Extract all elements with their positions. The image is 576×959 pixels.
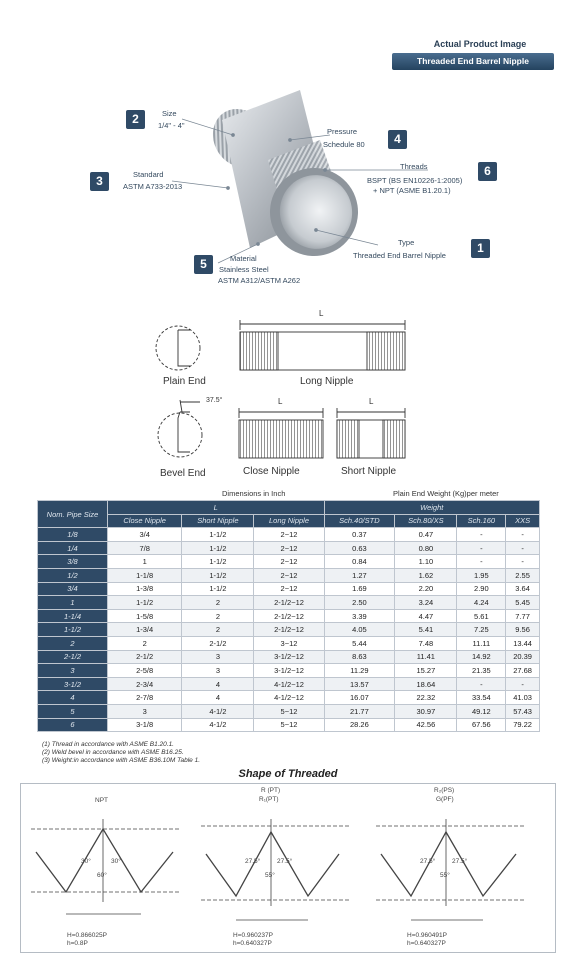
value-cell: 18.64 [395,677,457,691]
value-cell: 3 [182,650,254,664]
value-cell: 3-1/2~12 [254,664,324,678]
value-cell: 49.12 [457,704,506,718]
callout-material-line2: ASTM A312/ASTM A262 [218,276,301,285]
table-row [38,677,540,691]
value-cell: 67.56 [457,718,506,732]
value-cell: 3-1/2~12 [254,650,324,664]
value-cell: 15.27 [395,664,457,678]
value-cell: 28.26 [324,718,395,732]
value-cell: 2.90 [457,582,506,596]
callout-threads-line2: + NPT (ASME B1.20.1) [373,186,451,195]
value-cell: 5~12 [254,704,324,718]
product-type-ribbon: Threaded End Barrel Nipple [392,53,554,70]
npt-angle-right: 30° [111,858,121,865]
subhead-3: Sch.40/STD [324,514,395,528]
table-row [38,664,540,678]
table-row [38,650,540,664]
table-row [38,582,540,596]
table-notes [42,741,200,765]
table-row [38,555,540,569]
nps-cell: 1/4 [38,541,108,555]
value-cell: 11.41 [395,650,457,664]
long-nipple-dim: L [319,309,324,318]
npt-angle-left: 30° [81,858,91,865]
value-cell: 5.44 [324,636,395,650]
subhead-0: Close Nipple [108,514,182,528]
npt-formula-small-h: h=0.8P [67,940,88,947]
value-cell: 4.47 [395,609,457,623]
value-cell: 8.63 [324,650,395,664]
value-cell: 3/4 [108,528,182,542]
nps-cell: 1/2 [38,568,108,582]
plain-end-label: Plain End [163,376,206,387]
value-cell: 9.56 [506,623,540,637]
nps-cell: 1-1/2 [38,623,108,637]
value-cell: 2.20 [395,582,457,596]
value-cell: 1-3/8 [108,582,182,596]
value-cell: 2 [108,636,182,650]
callout-type-value: Threaded End Barrel Nipple [353,251,446,260]
value-cell: 3.39 [324,609,395,623]
value-cell: 2.50 [324,596,395,610]
product-image-heading: Actual Product Image [433,39,527,49]
value-cell: 21.77 [324,704,395,718]
callout-type-number: 1 [471,239,490,258]
value-cell: 30.97 [395,704,457,718]
value-cell: 0.63 [324,541,395,555]
value-cell: 1.69 [324,582,395,596]
value-cell: 5.45 [506,596,540,610]
nps-cell: 2-1/2 [38,650,108,664]
value-cell: 3 [108,704,182,718]
rpt-formula-small-h: h=0.640327P [233,940,272,947]
value-cell: 2-1/2~12 [254,623,324,637]
value-cell: 2-5/8 [108,664,182,678]
thread-gpf-title: G(PF) [436,796,454,803]
value-cell: 3~12 [254,636,324,650]
head-nps: Nom. Pipe Size [38,501,108,528]
value-cell: 1-1/2 [182,541,254,555]
value-cell: - [506,555,540,569]
thread-rpt-title: R (PT) [261,787,281,794]
nipple-drawings [0,300,576,485]
callout-size-title: Size [162,109,177,118]
rps-angle-total: 55° [440,872,450,879]
nps-cell: 1-1/4 [38,609,108,623]
value-cell: 0.37 [324,528,395,542]
value-cell: 21.35 [457,664,506,678]
value-cell: 2 [182,609,254,623]
value-cell: 41.03 [506,691,540,705]
table-row [38,636,540,650]
value-cell: 4-1/2 [182,704,254,718]
value-cell: 5.61 [457,609,506,623]
table-row [38,596,540,610]
value-cell: 4 [182,691,254,705]
value-cell: 0.80 [395,541,457,555]
value-cell: 1-1/2 [108,596,182,610]
value-cell: 1-1/2 [182,528,254,542]
value-cell: 1.10 [395,555,457,569]
value-cell: 1-3/4 [108,623,182,637]
value-cell: 7.48 [395,636,457,650]
thread-profiles-panel [20,783,556,953]
value-cell: 1.95 [457,568,506,582]
value-cell: 2-1/2 [108,650,182,664]
value-cell: 11.11 [457,636,506,650]
value-cell: 79.22 [506,718,540,732]
value-cell: 4.05 [324,623,395,637]
callout-material-title: Material [230,254,257,263]
table-row [38,568,540,582]
value-cell: 3.24 [395,596,457,610]
value-cell: 4-1/2 [182,718,254,732]
nps-cell: 3-1/2 [38,677,108,691]
thread-profile-drawings [21,784,557,954]
value-cell: 2~12 [254,582,324,596]
value-cell: 4.24 [457,596,506,610]
value-cell: 1-1/2 [182,555,254,569]
callout-pressure-number: 4 [388,130,407,149]
subhead-1: Short Nipple [182,514,254,528]
value-cell: 7.25 [457,623,506,637]
thread-r2ps-title: R₂(PS) [434,787,455,794]
value-cell: 2-1/2~12 [254,609,324,623]
callout-standard-value: ASTM A733-2013 [123,182,183,191]
callout-material-line1: Stainless Steel [219,265,269,274]
value-cell: 4 [182,677,254,691]
callout-standard-title: Standard [133,170,164,179]
bevel-end-label: Bevel End [160,468,206,479]
value-cell: 3.64 [506,582,540,596]
value-cell: 13.57 [324,677,395,691]
value-cell: 57.43 [506,704,540,718]
rps-formula-h: H=0.960491P [407,932,447,939]
subhead-6: XXS [506,514,540,528]
value-cell: 13.44 [506,636,540,650]
nps-cell: 3 [38,664,108,678]
callout-standard-number: 3 [90,172,109,191]
short-nipple-dim: L [369,397,374,406]
value-cell: 1-1/8 [108,568,182,582]
table-row [38,541,540,555]
value-cell: 0.84 [324,555,395,569]
nps-cell: 6 [38,718,108,732]
head-length: L [108,501,325,515]
value-cell: 7.77 [506,609,540,623]
value-cell: - [457,528,506,542]
value-cell: 20.39 [506,650,540,664]
rpt-formula-h: H=0.960237P [233,932,273,939]
value-cell: 2~12 [254,568,324,582]
value-cell: 33.54 [457,691,506,705]
nps-cell: 3/4 [38,582,108,596]
dimensions-table [37,500,540,732]
close-nipple-label: Close Nipple [243,466,300,477]
value-cell: 1 [108,555,182,569]
value-cell: 42.56 [395,718,457,732]
rps-angle-left: 27.5° [420,858,436,865]
value-cell: - [506,677,540,691]
table-row [38,718,540,732]
short-nipple-label: Short Nipple [341,466,397,477]
value-cell: 2 [182,623,254,637]
thread-npt-title: NPT [95,797,108,804]
value-cell: - [506,541,540,555]
value-cell: 7/8 [108,541,182,555]
value-cell: 2-7/8 [108,691,182,705]
value-cell: 5.41 [395,623,457,637]
value-cell: 2~12 [254,528,324,542]
nps-cell: 1 [38,596,108,610]
value-cell: - [457,555,506,569]
nps-cell: 3/8 [38,555,108,569]
callout-threads-title: Threads [400,162,428,171]
value-cell: 1-5/8 [108,609,182,623]
subhead-2: Long Nipple [254,514,324,528]
value-cell: 0.47 [395,528,457,542]
value-cell: 3 [182,664,254,678]
table-row [38,691,540,705]
value-cell: 4-1/2~12 [254,691,324,705]
value-cell: 2-1/2~12 [254,596,324,610]
callout-threads-line1: BSPT (BS EN10226-1:2005) [367,176,463,185]
rpt-angle-right: 27.5° [277,858,293,865]
value-cell: 14.92 [457,650,506,664]
nps-cell: 4 [38,691,108,705]
value-cell: - [457,541,506,555]
table-row [38,623,540,637]
value-cell: 2-3/4 [108,677,182,691]
callout-material-number: 5 [194,255,213,274]
callout-pressure-value: Schedule 80 [323,140,365,149]
value-cell: - [506,528,540,542]
rps-angle-right: 27.5° [452,858,468,865]
table-caption-dimensions: Dimensions in Inch [222,489,286,498]
note-1: (1) Thread in accordance with ASME B1.20.1. [42,741,174,748]
value-cell: 11.29 [324,664,395,678]
nps-cell: 5 [38,704,108,718]
value-cell: 3-1/8 [108,718,182,732]
note-3: (3) Weight:in accordance with ASME B36.10M Table 1. [42,757,201,764]
head-weight: Weight [324,501,539,515]
rps-formula-small-h: h=0.640327P [407,940,446,947]
table-row [38,609,540,623]
table-row [38,704,540,718]
value-cell: 2.55 [506,568,540,582]
value-cell: 2~12 [254,541,324,555]
value-cell: - [457,677,506,691]
value-cell: 1-1/2 [182,568,254,582]
value-cell: 2 [182,596,254,610]
value-cell: 16.07 [324,691,395,705]
callout-pressure-title: Pressure [327,127,358,136]
callout-threads-number: 6 [478,162,497,181]
callout-size-number: 2 [126,110,145,129]
value-cell: 27.68 [506,664,540,678]
value-cell: 4-1/2~12 [254,677,324,691]
table-row [38,528,540,542]
note-2: (2) Weld bevel in accordance with ASME B16.25. [42,749,184,756]
callout-size-value: 1/4" - 4" [158,121,185,130]
subhead-4: Sch.80/XS [395,514,457,528]
rpt-angle-left: 27.5° [245,858,261,865]
shape-of-threaded-title: Shape of Threaded [238,768,338,780]
value-cell: 1-1/2 [182,582,254,596]
rpt-angle-total: 55° [265,872,275,879]
close-nipple-dim: L [278,397,283,406]
bevel-angle: 37.5° [206,397,223,404]
value-cell: 22.32 [395,691,457,705]
value-cell: 1.62 [395,568,457,582]
value-cell: 1.27 [324,568,395,582]
nps-cell: 2 [38,636,108,650]
thread-r1pt-title: R₁(PT) [259,796,279,803]
long-nipple-label: Long Nipple [300,376,354,387]
value-cell: 2-1/2 [182,636,254,650]
value-cell: 5~12 [254,718,324,732]
callout-type-title: Type [398,238,415,247]
npt-angle-total: 60° [97,872,107,879]
subhead-5: Sch.160 [457,514,506,528]
nps-cell: 1/8 [38,528,108,542]
npt-formula-h: H=0.866025P [67,932,107,939]
value-cell: 2~12 [254,555,324,569]
table-caption-weight: Plain End Weight (Kg)per meter [393,489,499,498]
